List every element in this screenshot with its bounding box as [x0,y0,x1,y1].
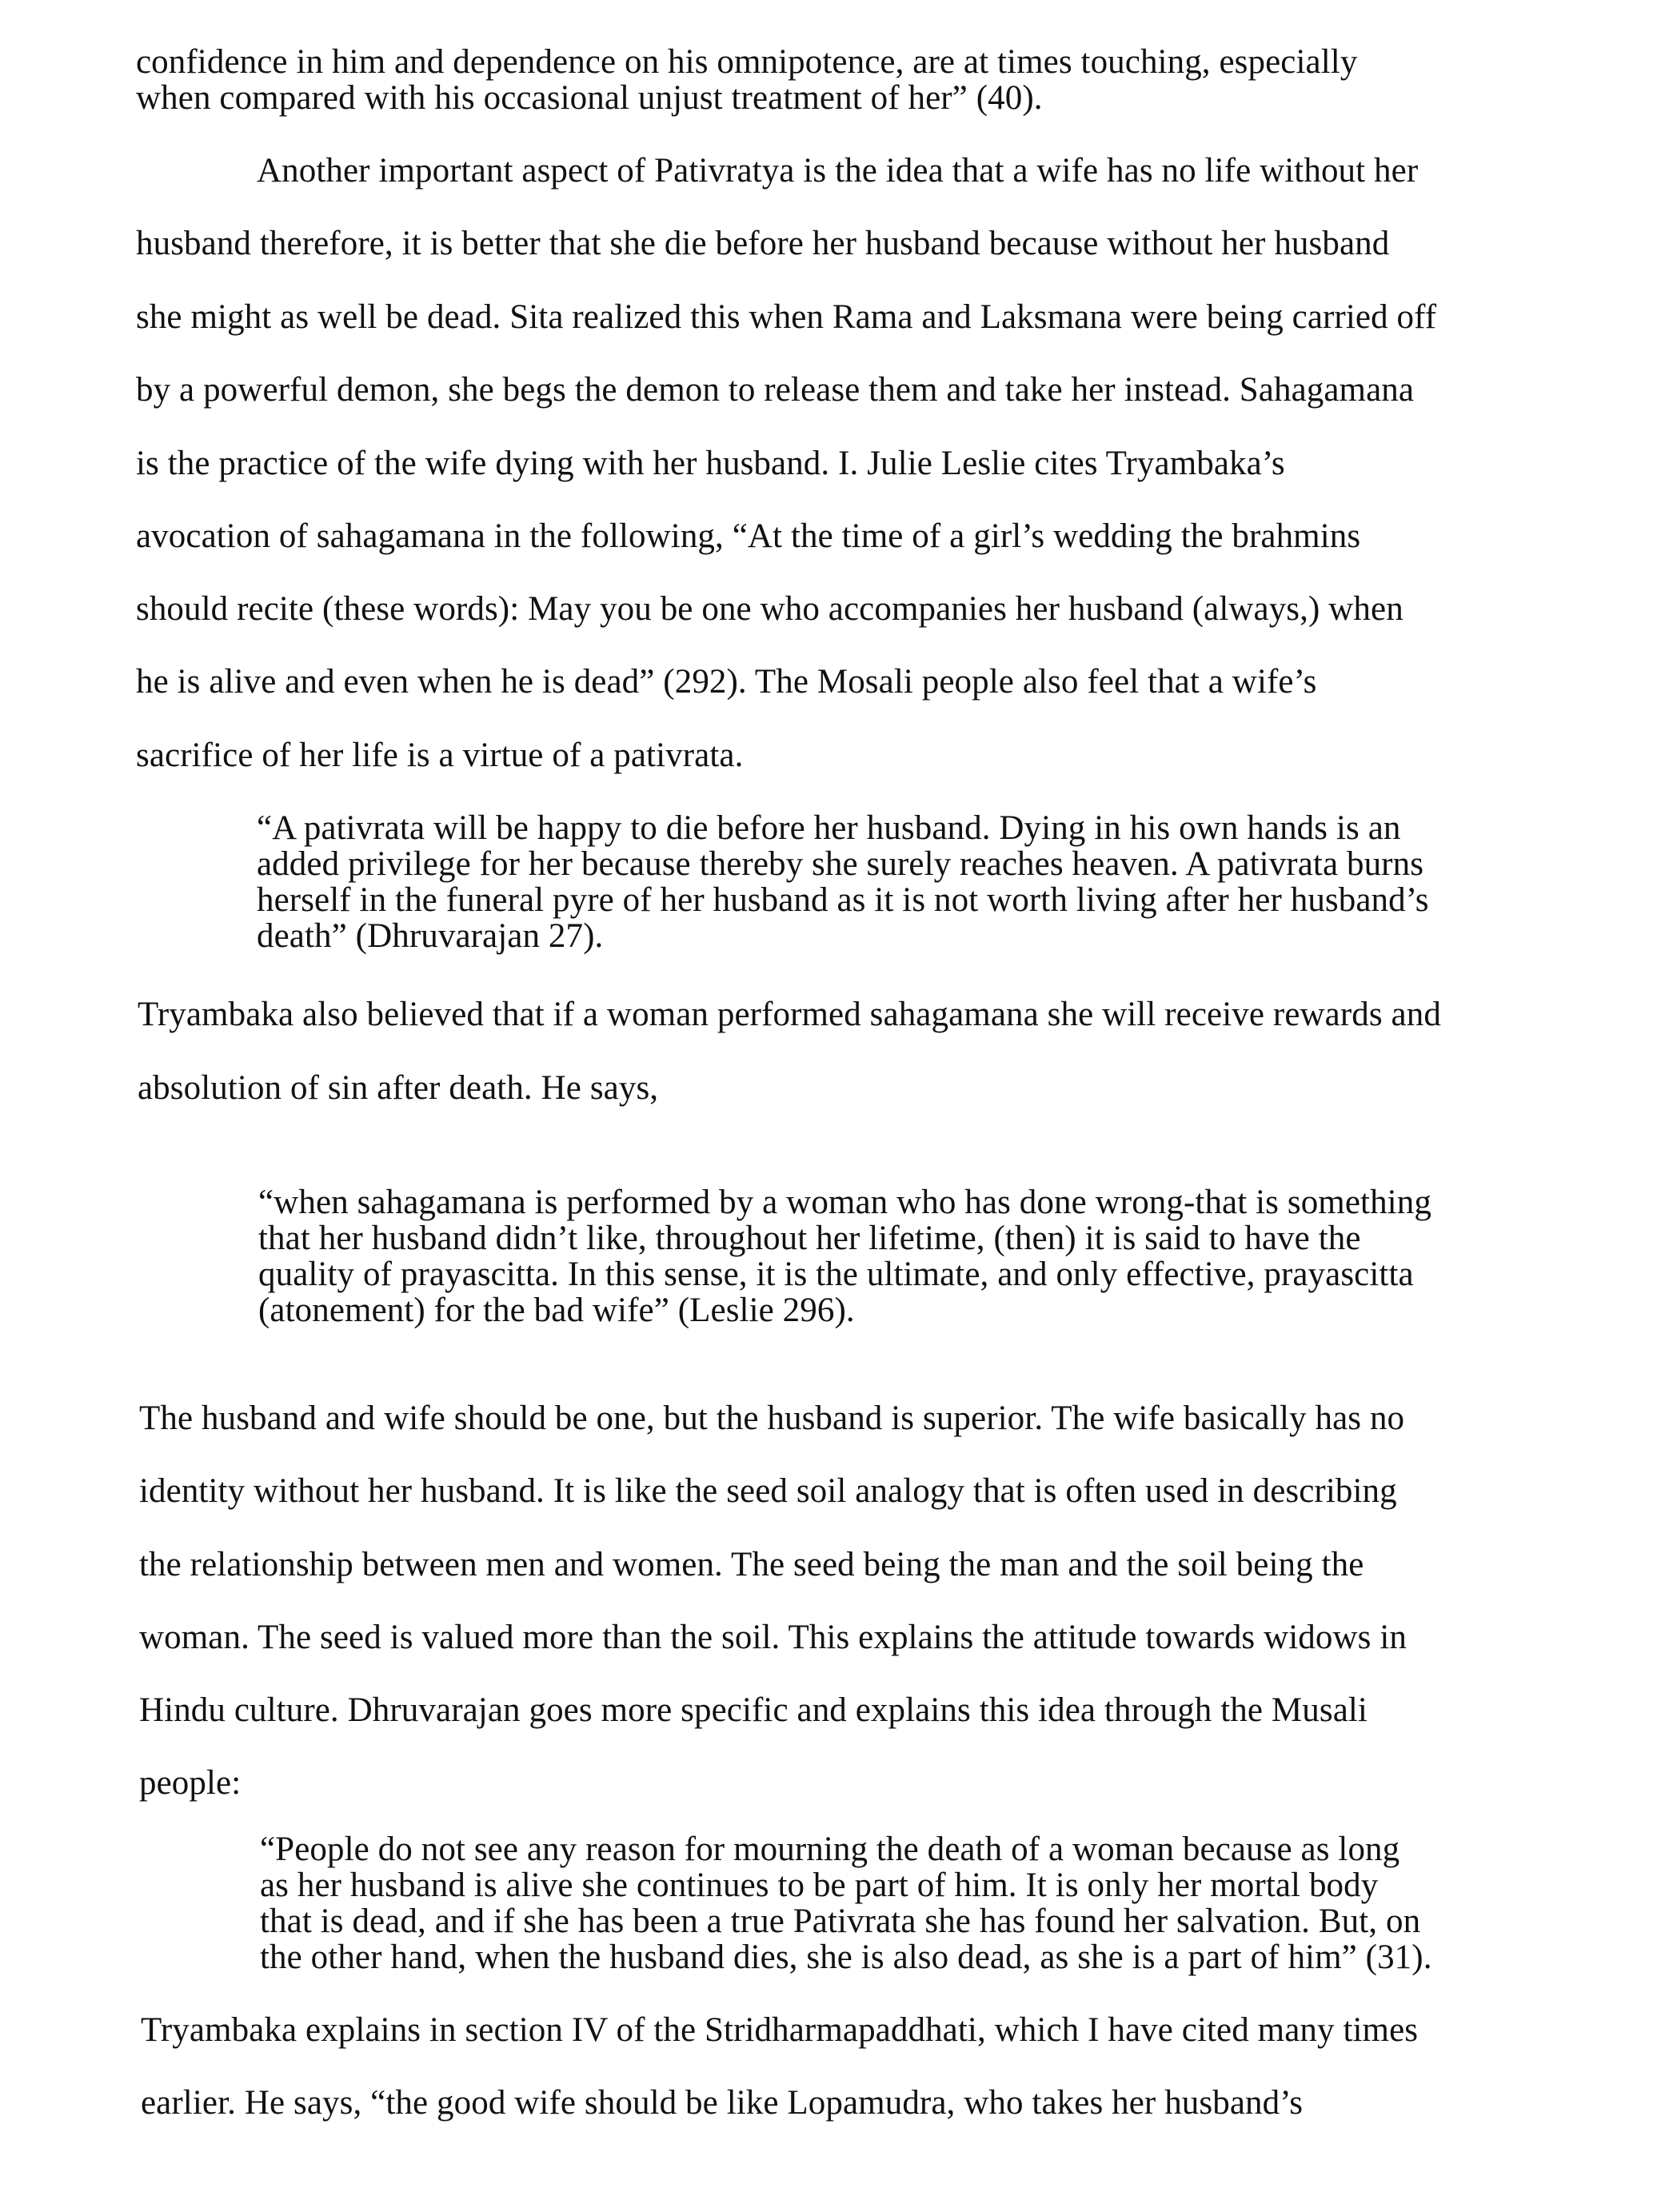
text-line: Tryambaka explains in section IV of the Stridharmapaddhati, which I have cited many times [141,2011,1419,2049]
text-line: husband therefore, it is better that she die before her husband because without her husband [136,225,1390,262]
text-line: Tryambaka also believed that if a woman performed sahagamana she will receive rewards and [138,996,1441,1033]
text-line: the relationship between men and women. The seed being the man and the soil being the [139,1546,1364,1583]
text-line: woman. The seed is valued more than the soil. This explains the attitude towards widows in [139,1619,1407,1656]
text-line: confidence in him and dependence on his omnipotence, are at times touching, especially [136,43,1358,81]
text-line: quality of prayascitta. In this sense, it is the ultimate, and only effective, prayascitta [258,1256,1414,1293]
text-line: herself in the funeral pyre of her husband as it is not worth living after her husband’s [257,881,1429,919]
text-line: that her husband didn’t like, throughout her lifetime, (then) it is said to have the [258,1220,1361,1257]
text-line: Another important aspect of Pativratya is the idea that a wife has no life without her [257,152,1419,190]
text-line: avocation of sahagamana in the following, “At the time of a girl’s wedding the brahmins [136,517,1361,555]
text-line: earlier. He says, “the good wife should be like Lopamudra, who takes her husband’s [141,2084,1304,2122]
text-line: is the practice of the wife dying with her husband. I. Julie Leslie cites Tryambaka’s [136,445,1285,482]
text-line: sacrifice of her life is a virtue of a pativrata. [136,737,744,774]
text-line: death” (Dhruvarajan 27). [257,917,604,955]
text-line: (atonement) for the bad wife” (Leslie 296). [258,1292,855,1329]
text-line: as her husband is alive she continues to be part of him. It is only her mortal body [260,1867,1379,1904]
text-line: identity without her husband. It is like the seed soil analogy that is often used in describing [139,1472,1397,1510]
text-line: absolution of sin after death. He says, [138,1069,659,1107]
text-line: that is dead, and if she has been a true Pativrata she has found her salvation. But, on [260,1903,1421,1940]
text-line: the other hand, when the husband dies, she is also dead, as she is a part of him” (31). [260,1938,1432,1976]
text-line: “People do not see any reason for mourning the death of a woman because as long [260,1831,1400,1868]
text-line: when compared with his occasional unjust treatment of her” (40). [136,79,1043,117]
text-line: people: [139,1764,242,1802]
text-line: The husband and wife should be one, but the husband is superior. The wife basically has no [139,1399,1405,1437]
text-line: she might as well be dead. Sita realized this when Rama and Laksmana were being carried off [136,298,1437,336]
text-line: by a powerful demon, she begs the demon to release them and take her instead. Sahagamana [136,371,1415,409]
text-line: should recite (these words): May you be one who accompanies her husband (always,) when [136,590,1403,628]
text-line: “A pativrata will be happy to die before her husband. Dying in his own hands is an [257,809,1401,847]
text-line: “when sahagamana is performed by a woman who has done wrong-that is something [258,1184,1431,1221]
text-line: he is alive and even when he is dead” (292). The Mosali people also feel that a wife’s [136,663,1317,701]
text-line: added privilege for her because thereby she surely reaches heaven. A pativrata burns [257,845,1424,883]
text-line: Hindu culture. Dhruvarajan goes more specific and explains this idea through the Musali [139,1691,1368,1729]
